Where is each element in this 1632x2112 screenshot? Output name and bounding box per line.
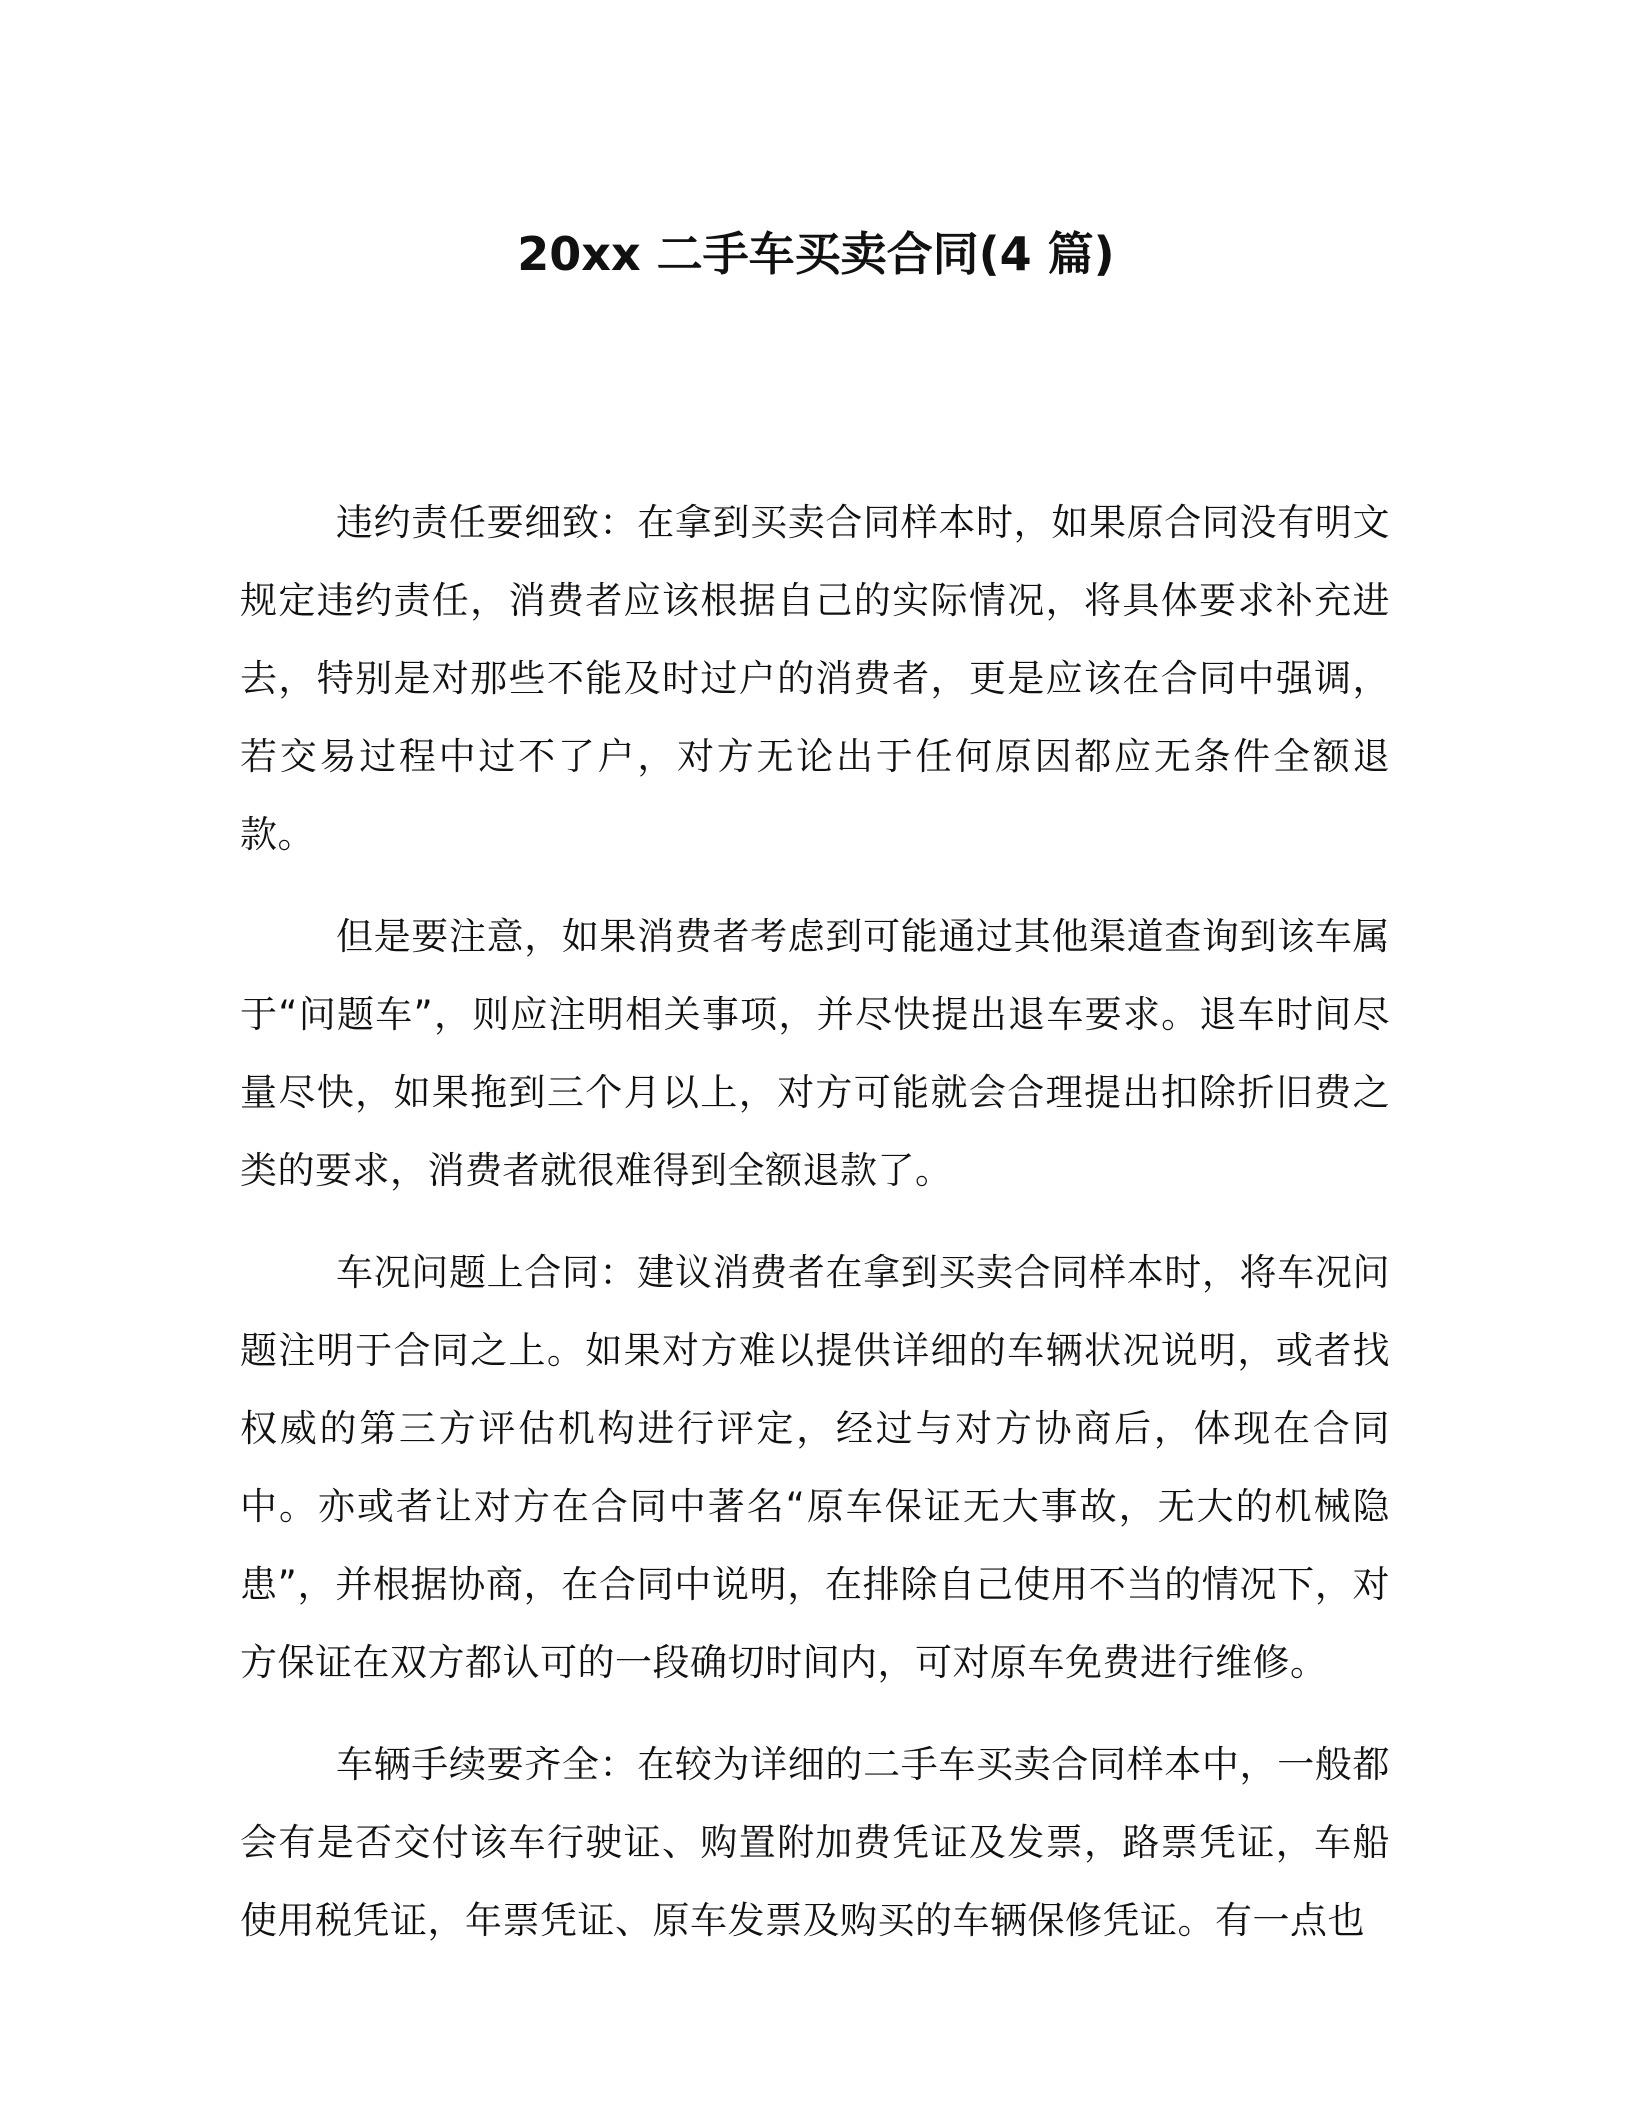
document-title: 20xx 二手车买卖合同(4 篇) [517,227,1115,281]
document-body [240,484,1390,1984]
paragraph-vehicle-condition: 车况问题上合同：建议消费者在拿到买卖合同样本时，将车况问题注明于合同之上。如果对方难以提供详细的车辆状况说明，或者找权威的第三方评估机构进行评定，经过与对方协商后，体现在合同中。亦或者让对方在合同中著名“原车保证无大事故，无大的机械隐患”，并根据协商，在合同中说明，在排除自己使用不当的情况下，对方保证在双方都认可的一段确切时间内，可对原车免费进行维修。 [240,1251,1390,1684]
paragraph-vehicle-documents: 车辆手续要齐全：在较为详细的二手车买卖合同样本中，一般都会有是否交付该车行驶证、购置附加费凭证及发票，路票凭证，车船使用税凭证，年票凭证、原车发票及购买的车辆保修凭证。有一点也 [240,1743,1390,1942]
paragraph-breach-liability: 违约责任要细致：在拿到买卖合同样本时，如果原合同没有明文规定违约责任，消费者应该根据自己的实际情况，将具体要求补充进去，特别是对那些不能及时过户的消费者，更是应该在合同中强调，若交易过程中过不了户，对方无论出于任何原因都应无条件全额退款。 [240,501,1390,856]
paragraph-problem-car-note: 但是要注意，如果消费者考虑到可能通过其他渠道查询到该车属于“问题车”，则应注明相关事项，并尽快提出退车要求。退车时间尽量尽快，如果拖到三个月以上，对方可能就会合理提出扣除折旧费之类的要求，消费者就很难得到全额退款了。 [240,915,1390,1192]
